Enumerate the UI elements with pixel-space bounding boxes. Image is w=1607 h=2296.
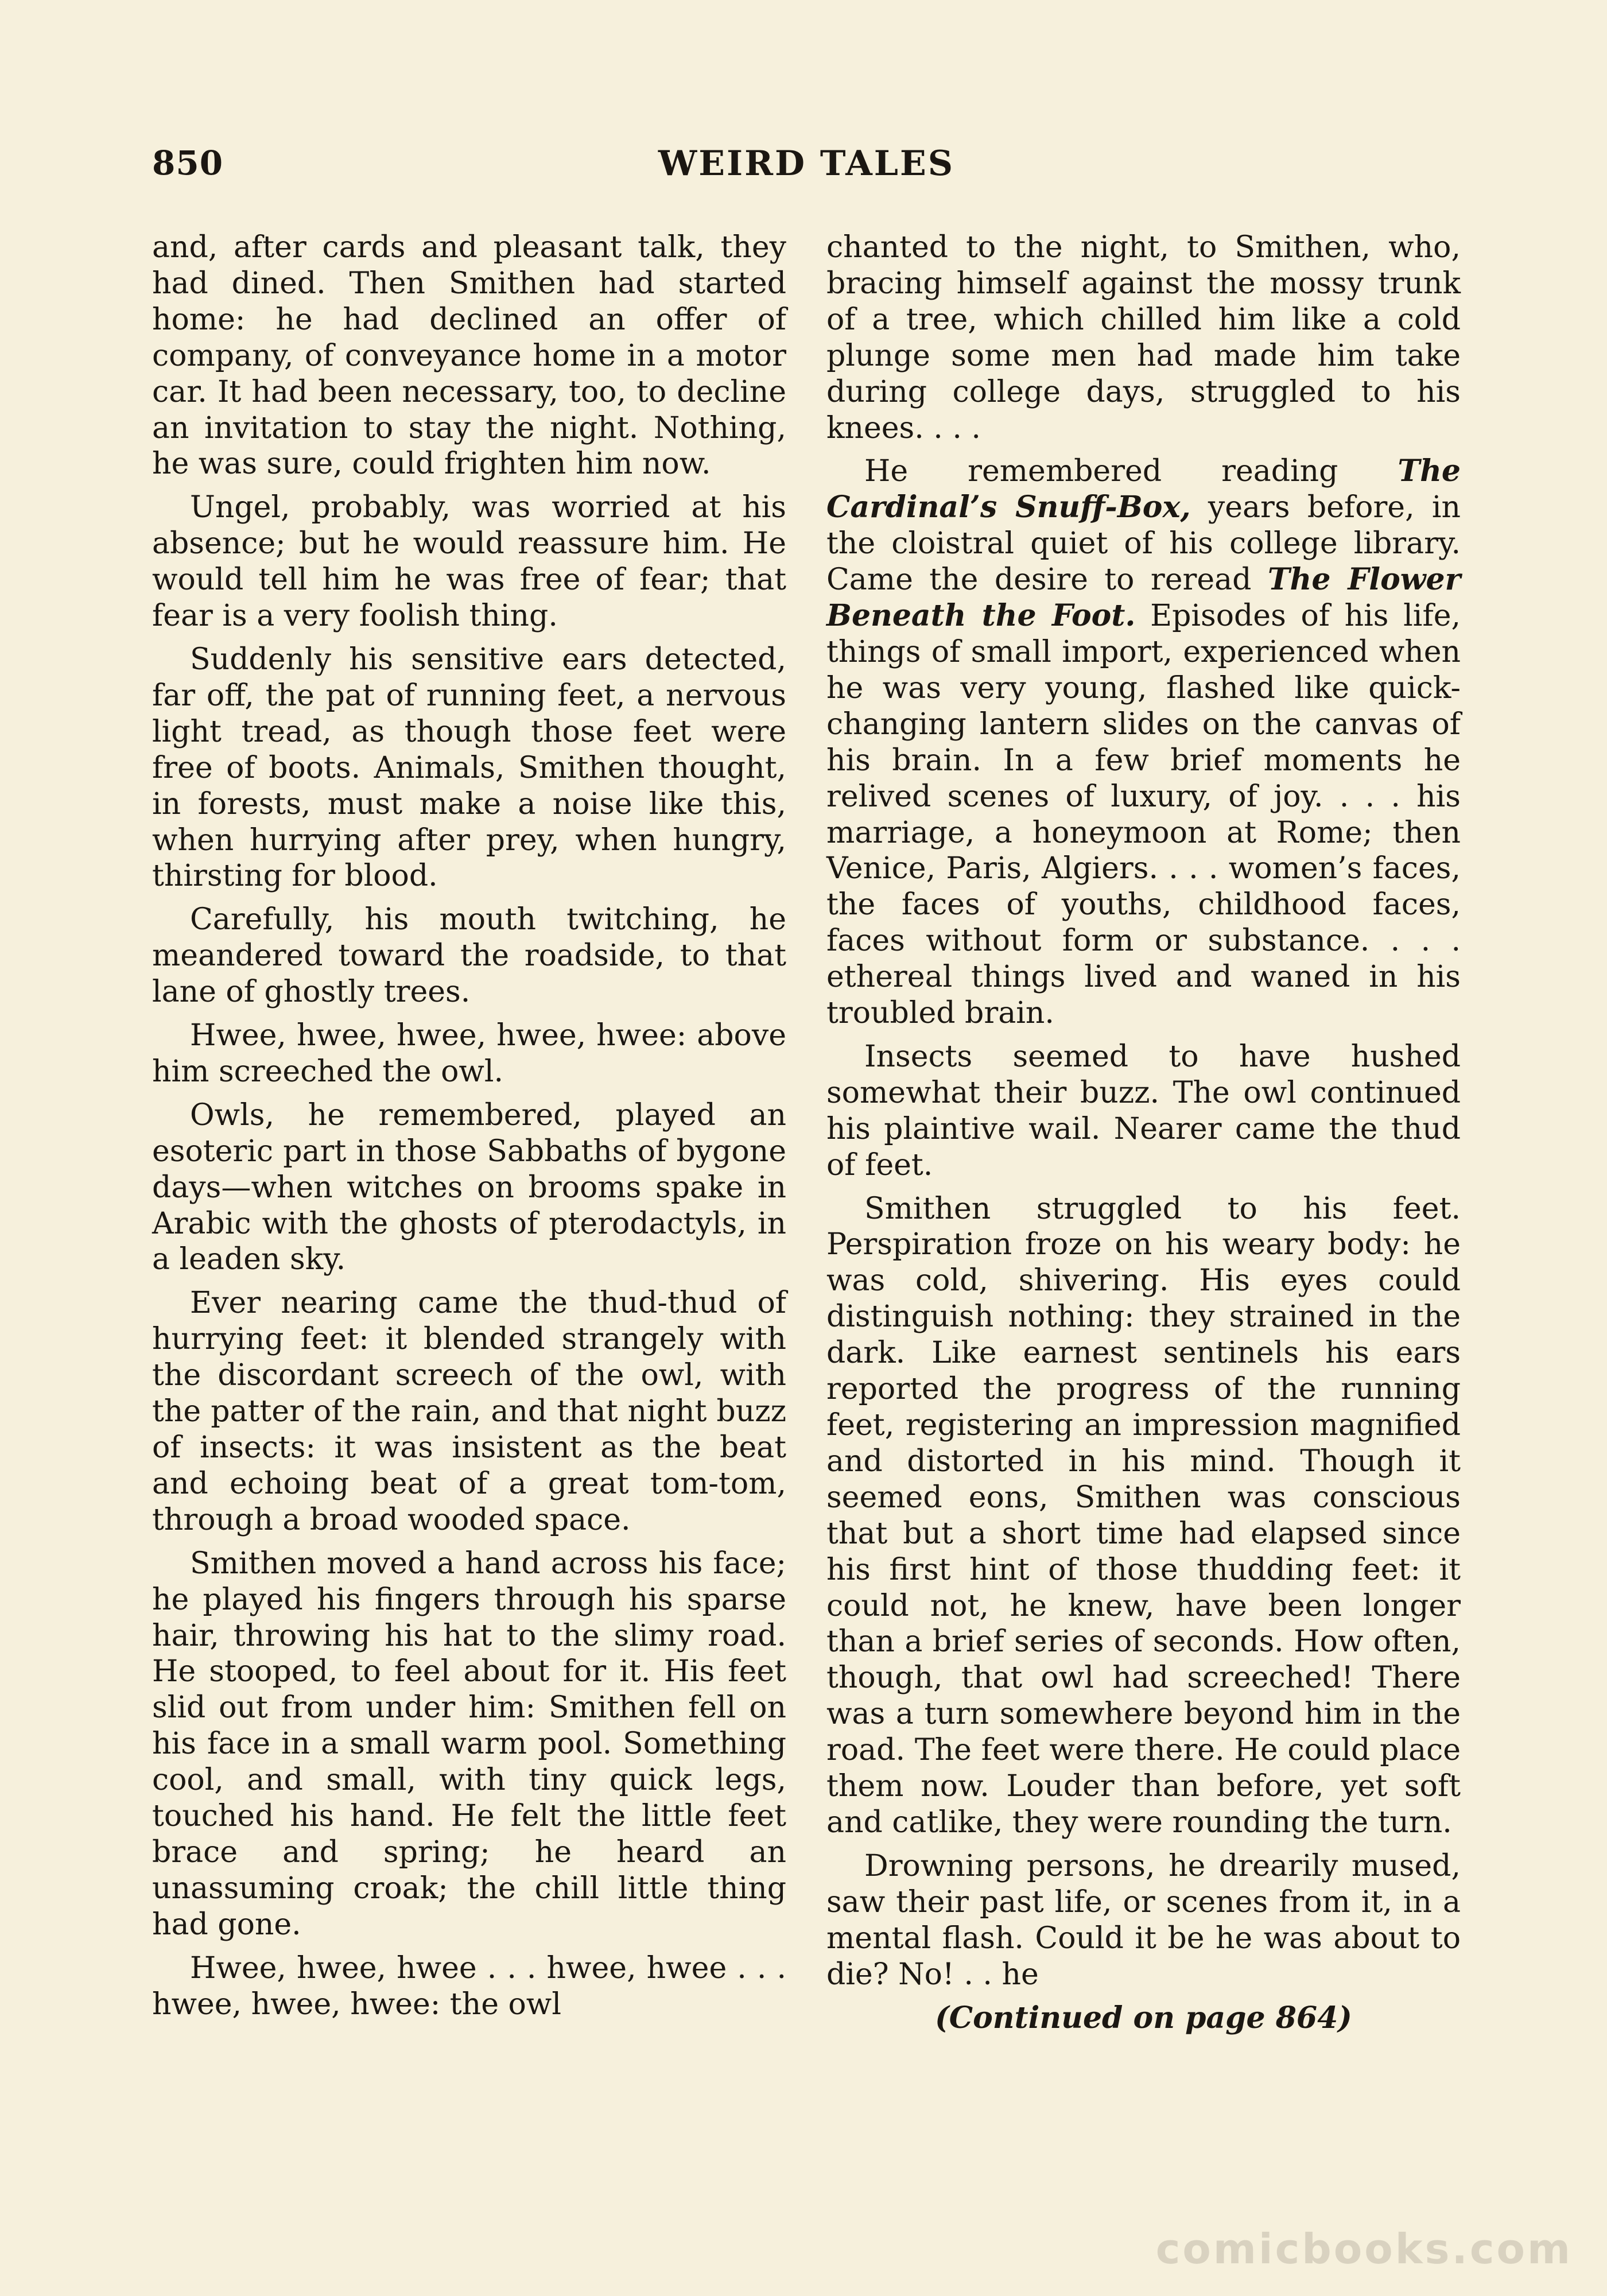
paragraph: Drowning persons, he drearily mused, saw their past life, or scenes from it, in a mental flash. Could it be he was about to die? No! . . he — [826, 1848, 1461, 1992]
text-run: years before, in the cloistral quiet of his college library. Came the desire to reread — [826, 490, 1461, 598]
continued-note: (Continued on page 864) — [935, 2000, 1352, 2035]
page-number: 850 — [152, 144, 224, 183]
paragraph: Suddenly his sensitive ears detected, far off, the pat of running feet, a nervous light tread, as though those feet were free of boots. Animals, Smithen thought, in forests, must make a noise like this, when hurrying after prey, when hungry, thirsting for blood. — [152, 642, 786, 894]
paragraph: Insects seemed to have hushed somewhat their buzz. The owl continued his plaintive wail. Nearer came the thud of feet. — [826, 1039, 1461, 1182]
right-column — [826, 230, 1461, 2043]
left-column — [152, 230, 786, 2030]
paragraph: Smithen moved a hand across his face; he played his fingers through his sparse hair, throwing his hat to the slimy road. He stooped, to feel about for it. His feet slid out from under him: Smithen fell on his face in a small warm pool. Something cool, and small, with tiny quick legs, touched his hand. He felt the little feet brace and spring; he heard an unassuming croak; the chill little thing had gone. — [152, 1546, 786, 1942]
page-header — [152, 144, 1461, 189]
book-title: The Cardinal’s Snuff-Box, — [826, 453, 1461, 525]
paragraph — [826, 453, 1461, 1031]
paragraph: Smithen struggled to his feet. Perspiration froze on his weary body: he was cold, shivering. His eyes could distinguish nothing: they strained in the dark. Like earnest sentinels his ears reported the progress of the running feet, registering an impression magnified and distorted in his mind. Though it seemed eons, Smithen was conscious that but a short time had elapsed since his first hint of those thudding feet: it could not, he knew, have been longer than a brief series of seconds. How often, though, that owl had screeched! There was a turn somewhere beyond him in the road. The feet were there. He could place them now. Louder than before, yet soft and catlike, they were rounding the turn. — [826, 1191, 1461, 1840]
book-title: The Flower Beneath the Foot. — [826, 562, 1461, 634]
text-run: Episodes of his life, things of small import, experienced when he was very young, flashed like quick-changing lantern slides on the canvas of his brain. In a few brief moments he relived scenes of luxury, of joy. . . . his marriage, a honeymoon at Rome; then Venice, Paris, Algiers. . . . women’s faces, the faces of youths, childhood faces, faces without form or substance. . . . ethereal things lived and waned in his troubled brain. — [826, 599, 1461, 1031]
watermark: comicbooks.com — [1155, 2225, 1573, 2273]
paragraph: Ungel, probably, was worried at his absence; but he would reassure him. He would tell him he was free of fear; that fear is a very foolish thing. — [152, 490, 786, 634]
paragraph: and, after cards and pleasant talk, they had dined. Then Smithen had started home: he had declined an offer of company, of conveyance home in a motor car. It had been necessary, too, to decline an invitation to stay the night. Nothing, he was sure, could frighten him now. — [152, 230, 786, 482]
magazine-title: WEIRD TALES — [658, 144, 955, 184]
paragraph: Hwee, hwee, hwee, hwee, hwee: above him screeched the owl. — [152, 1018, 786, 1089]
paragraph: Hwee, hwee, hwee . . . hwee, hwee . . . hwee, hwee, hwee: the owl — [152, 1950, 786, 2022]
paragraph: Carefully, his mouth twitching, he meandered toward the roadside, to that lane of ghostly trees. — [152, 902, 786, 1010]
paragraph: chanted to the night, to Smithen, who, bracing himself against the mossy trunk of a tree, which chilled him like a cold plunge some men had made him take during college days, struggled to his knees. . . . — [826, 230, 1461, 445]
paragraph: Owls, he remembered, played an esoteric part in those Sabbaths of bygone days—when witches on brooms spake in Arabic with the ghosts of pterodactyls, in a leaden sky. — [152, 1097, 786, 1277]
paragraph: Ever nearing came the thud-thud of hurrying feet: it blended strangely with the discordant screech of the owl, with the patter of the rain, and that night buzz of insects: it was insistent as the beat and echoing beat of a great tom-tom, through a broad wooded space. — [152, 1286, 786, 1537]
text-run: He remembered reading — [864, 454, 1398, 489]
